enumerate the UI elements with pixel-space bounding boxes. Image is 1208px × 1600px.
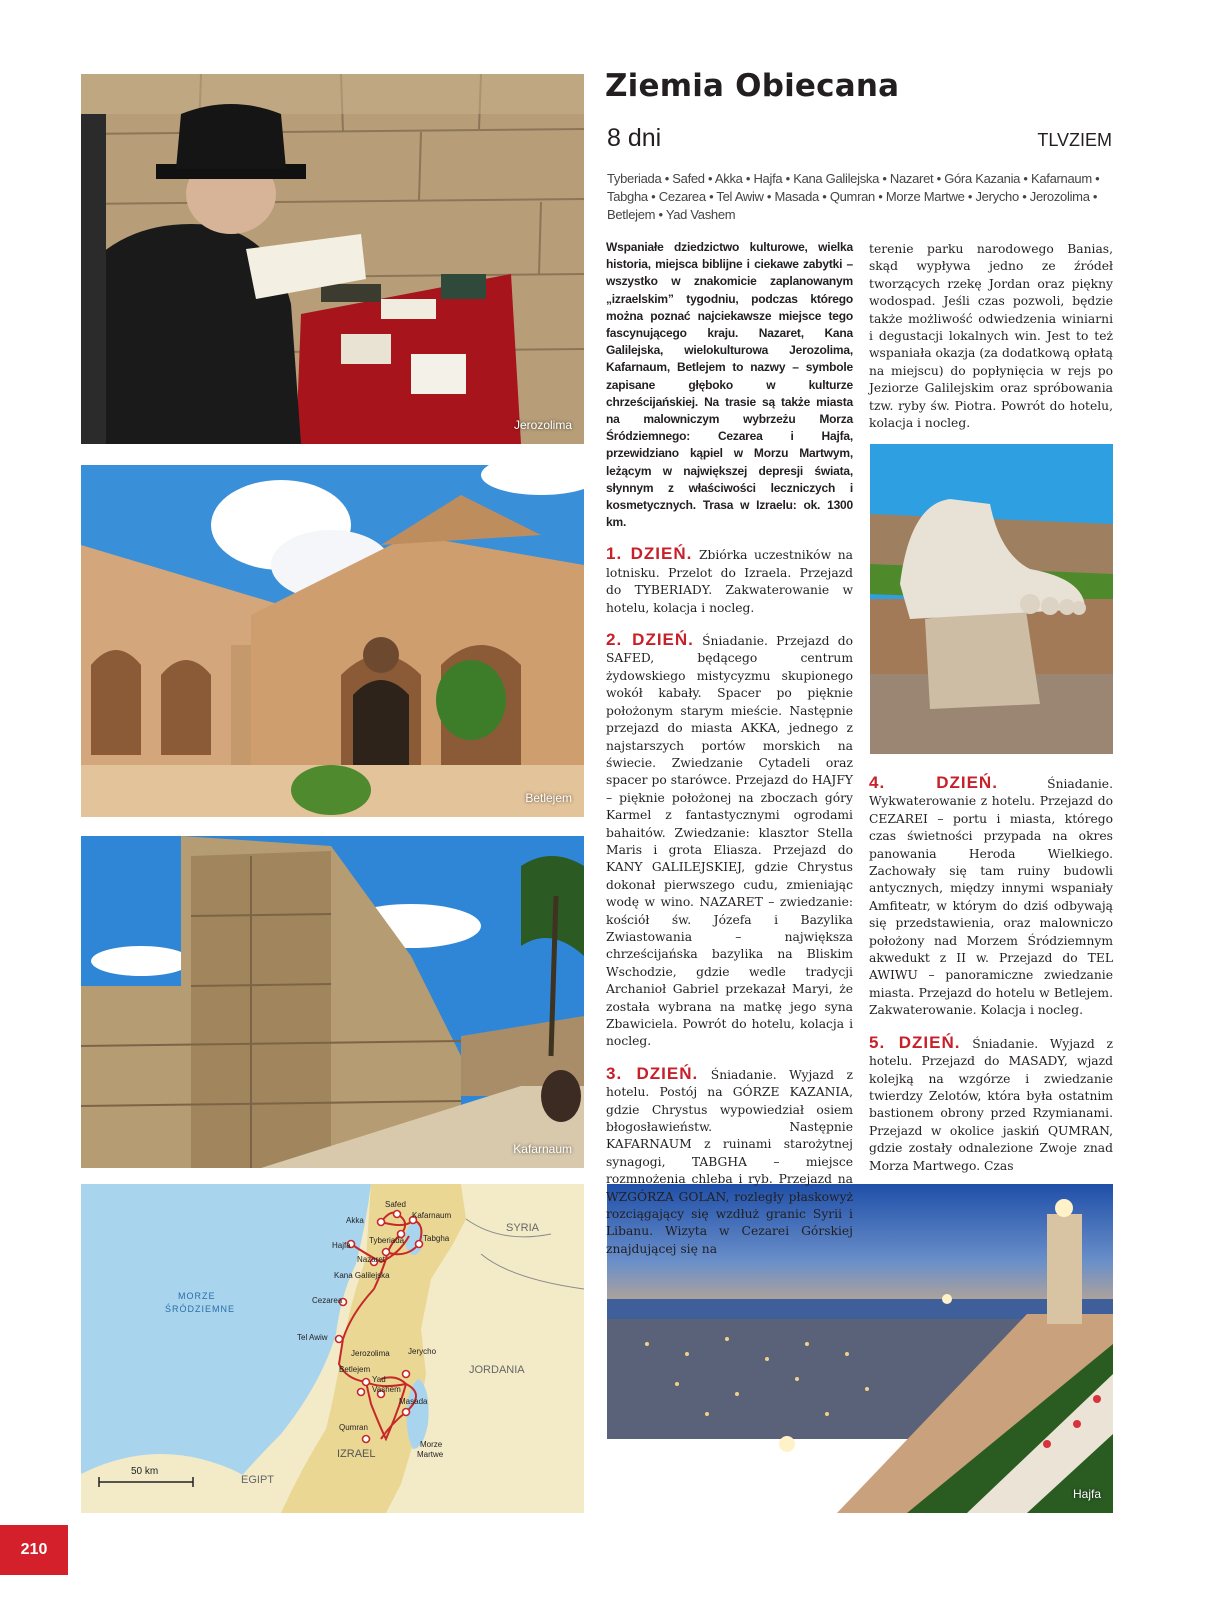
map-city-kana: Kana Galilejska [334, 1271, 390, 1280]
map-city-tabgha: Tabgha [423, 1234, 450, 1243]
places-list: Tyberiada • Safed • Akka • Hajfa • Kana Galilejska • Nazaret • Góra Kazania • Kafarnaum • Tabgha • Cezarea • Tel Awiw • Masada • Qumran • Morze Martwe • Jerycho • Jerozolima • Betlejem • Yad Vashem [607, 171, 1100, 222]
itinerary-column-2-top [869, 241, 1113, 432]
map-city-martwe: Morze [420, 1440, 443, 1449]
day-1 [606, 545, 853, 617]
day-label: 4. DZIEŃ. [869, 773, 998, 792]
map-city-qumran: Qumran [339, 1423, 368, 1432]
day-label: 5. DZIEŃ. [869, 1032, 961, 1052]
photo-kafarnaum [81, 836, 584, 1168]
map-city-jerycho: Jerycho [408, 1347, 437, 1356]
photo-betlejem [81, 465, 584, 817]
map-city-yad: Yad [372, 1375, 386, 1384]
map-country-syria: SYRIA [506, 1222, 540, 1234]
day-2 [606, 631, 853, 1051]
map-city-cezarea: Cezarea [312, 1296, 343, 1305]
map-city-kafarnaum: Kafarnaum [412, 1211, 452, 1220]
photo-jerozolima [81, 74, 584, 444]
day-label: 2. DZIEŃ. [606, 630, 694, 650]
itinerary-column-1 [606, 239, 853, 1256]
photo-caption: Kafarnaum [513, 1142, 572, 1156]
photo-caesarea-statue [870, 444, 1113, 754]
intro-text: Wspaniałe dziedzictwo kulturowe, wielka historia, miejsca biblijne i ciekawe zabytki – wszystko w znakomicie zaplanowanym „izraelskim” tygodniu, podczas którego można poznać najciekawsze miejsce tego fascynującego kraju. Nazaret, Kana Galilejska, wielokulturowa Jerozolima, Kafarnaum, Betlejem to nazwy – symbole zapisane głęboko w kulturze chrześcijańskiej. Na trasie są także miasta na malowniczym wybrzeżu Morza Śródziemnego: Cezarea i Hajfa, przewidziano kąpiel w Morzu Martwym, leżącym w największej depresji świata, słynnym z właściwości leczniczych i kosmetycznych. Trasa w Izraelu: ok. 1300 km. [606, 240, 853, 530]
route-map [81, 1184, 584, 1513]
day-3-continued: terenie parku narodowego Banias, skąd wypływa jedno ze źródeł tworzących rzekę Jordan oraz piękny wodospad. Jeśli czas pozwoli, będzie także możliwość odwiedzenia winiarni i degustacji lokalnych win. Jest to też wspaniała okazja (za dodatkową opłatą na miejscu) do popłynięcia w rejs po Jeziorze Galilejskim oraz spróbowania tzw. ryby św. Piotra. Powrót do hotelu, kolacja i nocleg. [869, 242, 1113, 431]
trip-code: TLVZIEM [1037, 130, 1112, 150]
map-sea-label-2: ŚRÓDZIEMNE [165, 1304, 236, 1314]
photo-caption: Jerozolima [513, 418, 572, 432]
map-country-egipt: EGIPT [241, 1474, 275, 1486]
map-city-telawiw: Tel Awiw [297, 1333, 328, 1342]
map-city-masada: Masada [399, 1397, 428, 1406]
map-city-jerozolima: Jerozolima [351, 1349, 390, 1358]
map-city-hajfa: Hajfa [332, 1241, 351, 1250]
itinerary-column-2-bottom [869, 774, 1113, 1189]
photo-caption: Hajfa [1072, 1487, 1101, 1501]
map-city-safed: Safed [385, 1200, 406, 1209]
map-scale-label: 50 km [131, 1466, 159, 1477]
map-country-izrael: IZRAEL [337, 1448, 376, 1460]
map-sea-label: MORZE [178, 1291, 216, 1301]
map-city-akka: Akka [346, 1216, 364, 1225]
day-text: Śniadanie. Wyjazd z hotelu. Postój na GÓRZE KAZANIA, gdzie Chrystus wypowiedział osiem błogosławieństw. Następnie KAFARNAUM z ruinami starożytnej synagogi, TABGHA – miejsce rozmnożenia chleba i ryb. Przejazd na WZGÓRZA GOLAN, rozległy płaskowyż rozciągający się wzdłuż granic Syrii i Libanu. Wizyta w Cezarei Górskiej znajdującej się na [606, 1067, 853, 1256]
map-city-nazaret: Nazaret [357, 1255, 386, 1264]
day-label: 1. DZIEŃ. [606, 544, 693, 564]
day-text: Śniadanie. Przejazd do SAFED, będącego centrum żydowskiego mistycyzmu skupionego wokół kabały. Spacer po pięknie położonym starym mieście. Następnie przejazd do miasta AKKA, jednego z najstarszych portów morskich na świecie. Zwiedzanie Cytadeli oraz spacer po starówce. Przejazd do HAJFY – pięknie położonej na zboczach góry Karmel z fantastycznymi ogrodami bahaitów. Zwiedzanie: klasztor Stella Maris i grota Eliasza. Przejazd do KANY GALILEJSKIEJ, gdzie Chrystus dokonał pierwszego cudu, zmieniając wodę w wino. NAZARET – zwiedzanie: kościół św. Józefa i Bazylika Zwiastowania – największa chrześcijańska bazylika na Bliskim Wschodzie, gdzie wedle tradycji Archanioł Gabriel przekazał Maryi, że została wybrana na matkę jego syna Zbawiciela. Powrót do hotelu, kolacja i nocleg. [606, 634, 853, 1049]
map-city-tyberiada: Tyberiada [369, 1236, 405, 1245]
day-text: Śniadanie. Wyjazd z hotelu. Przejazd do MASADY, wjazd kolejką na wzgórze i zwiedzanie twierdzy Zelotów, która była ostatnim bastionem obrony przed Rzymianami. Przejazd w okolice jaskiń QUMRAN, gdzie zostały odnalezione Zwoje znad Morza Martwego. Czas [869, 1036, 1113, 1173]
map-city-betlejem: Betlejem [339, 1365, 371, 1374]
day-5 [869, 1034, 1113, 1175]
page-title: Ziemia Obiecana [605, 68, 900, 104]
map-city-martwe-2: Martwe [417, 1450, 444, 1459]
map-country-jordania: JORDANIA [469, 1364, 525, 1376]
map-city-vashem: Vashem [372, 1385, 401, 1394]
photo-caption: Betlejem [525, 791, 572, 805]
day-3 [606, 1065, 853, 1258]
day-4 [869, 774, 1113, 1020]
page-number: 210 [0, 1525, 68, 1575]
day-text: Zbiórka uczestników na lotnisku. Przelot do Izraela. Przejazd do TYBERIADY. Zakwaterowanie w hotelu, kolacja i nocleg. [606, 548, 853, 615]
trip-duration: 8 dni [607, 124, 662, 152]
day-label: 3. DZIEŃ. [606, 1063, 699, 1083]
day-text: Śniadanie. Wykwaterowanie z hotelu. Przejazd do CEZAREI – portu i miasta, którego czas świetności przypada na okres panowania Heroda Wielkiego. Zachowały się tam ruiny budowli antycznych, między innymi wspaniały Amfiteatr, w którym do dziś odbywają się przedstawienia, oraz malowniczo położony nad Morzem Śródziemnym akwedukt z II w. Przejazd do TEL AWIWU – panoramiczne zwiedzanie miasta. Przejazd do hotelu w Betlejem. Zakwaterowanie. Kolacja i nocleg. [869, 777, 1113, 1018]
